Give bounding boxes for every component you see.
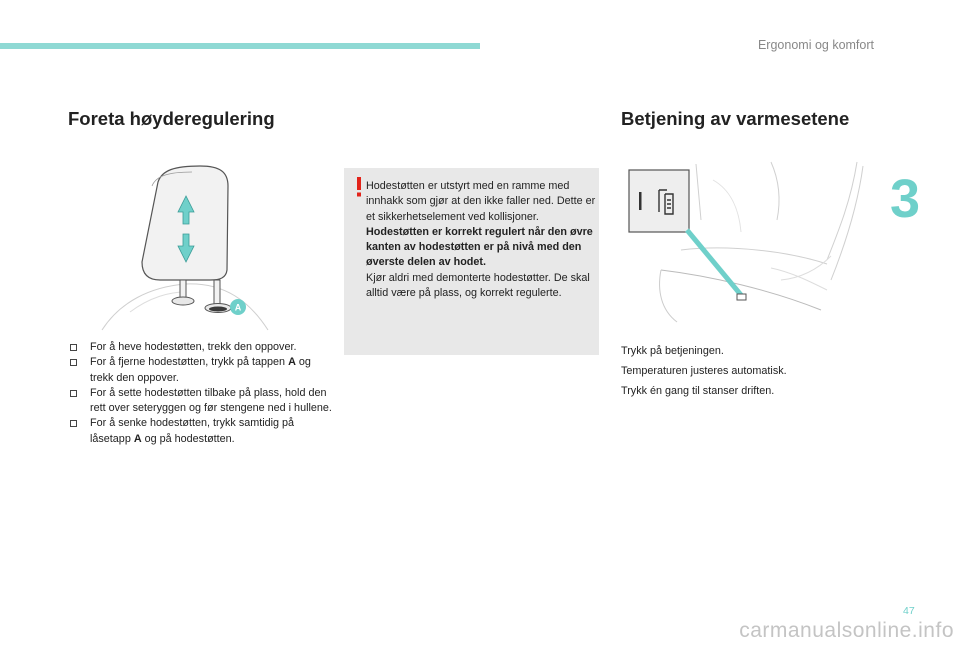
- checkbox-bullet-icon: [70, 390, 77, 397]
- headrest-illustration: [100, 162, 270, 334]
- instruction-text: Trykk én gang til stanser driften.: [621, 385, 775, 397]
- warning-paragraph-bold: Hodestøtten er korrekt regulert når den øvre kanten av hodestøtten er på nivå med den øverste delen av hodet.: [366, 225, 593, 269]
- section-title: Ergonomi og komfort: [757, 38, 874, 52]
- warning-box: [344, 168, 599, 355]
- checkbox-bullet-icon: [70, 344, 77, 351]
- chapter-number: 3: [890, 169, 921, 229]
- list-item: For å senke hodestøtten, trykk samtidig på låsetapp A og på hodestøtten.: [70, 416, 335, 447]
- page-number: 47: [903, 605, 915, 617]
- list-item: For å heve hodestøtten, trekk den oppover.: [70, 340, 335, 355]
- exclamation-icon: [353, 177, 365, 197]
- instruction-text: Trykk på betjeningen.: [621, 345, 724, 357]
- list-item: For å fjerne hodestøtten, trykk på tappen A og trekk den oppover.: [70, 355, 335, 386]
- heated-seats-heading: Betjening av varmesetene: [621, 108, 850, 129]
- checkbox-bullet-icon: [70, 420, 77, 427]
- header-accent-bar: [0, 43, 480, 49]
- instruction-list: [70, 340, 335, 447]
- checkbox-bullet-icon: [70, 359, 77, 366]
- callout-label-a: A: [234, 302, 242, 313]
- warning-text: [366, 179, 596, 301]
- warning-paragraph: Kjør aldri med demonterte hodestøtter. De skal alltid være på plass, og korrekt regulerte.: [366, 271, 590, 300]
- instruction-text: Temperaturen justeres automatisk.: [621, 365, 787, 377]
- watermark: carmanualsonline.info: [739, 619, 954, 642]
- warning-paragraph: Hodestøtten er utstyrt med en ramme med innhakk som gjør at den ikke faller ned. Dette er et sikkerhetselement ved kollisjoner.: [366, 180, 596, 223]
- heated-seat-illustration: [621, 160, 867, 330]
- list-item: For å sette hodestøtten tilbake på plass, hold den rett over seteryggen og før stengene ned i hullene.: [70, 386, 335, 417]
- headrest-heading: Foreta høyderegulering: [68, 108, 275, 129]
